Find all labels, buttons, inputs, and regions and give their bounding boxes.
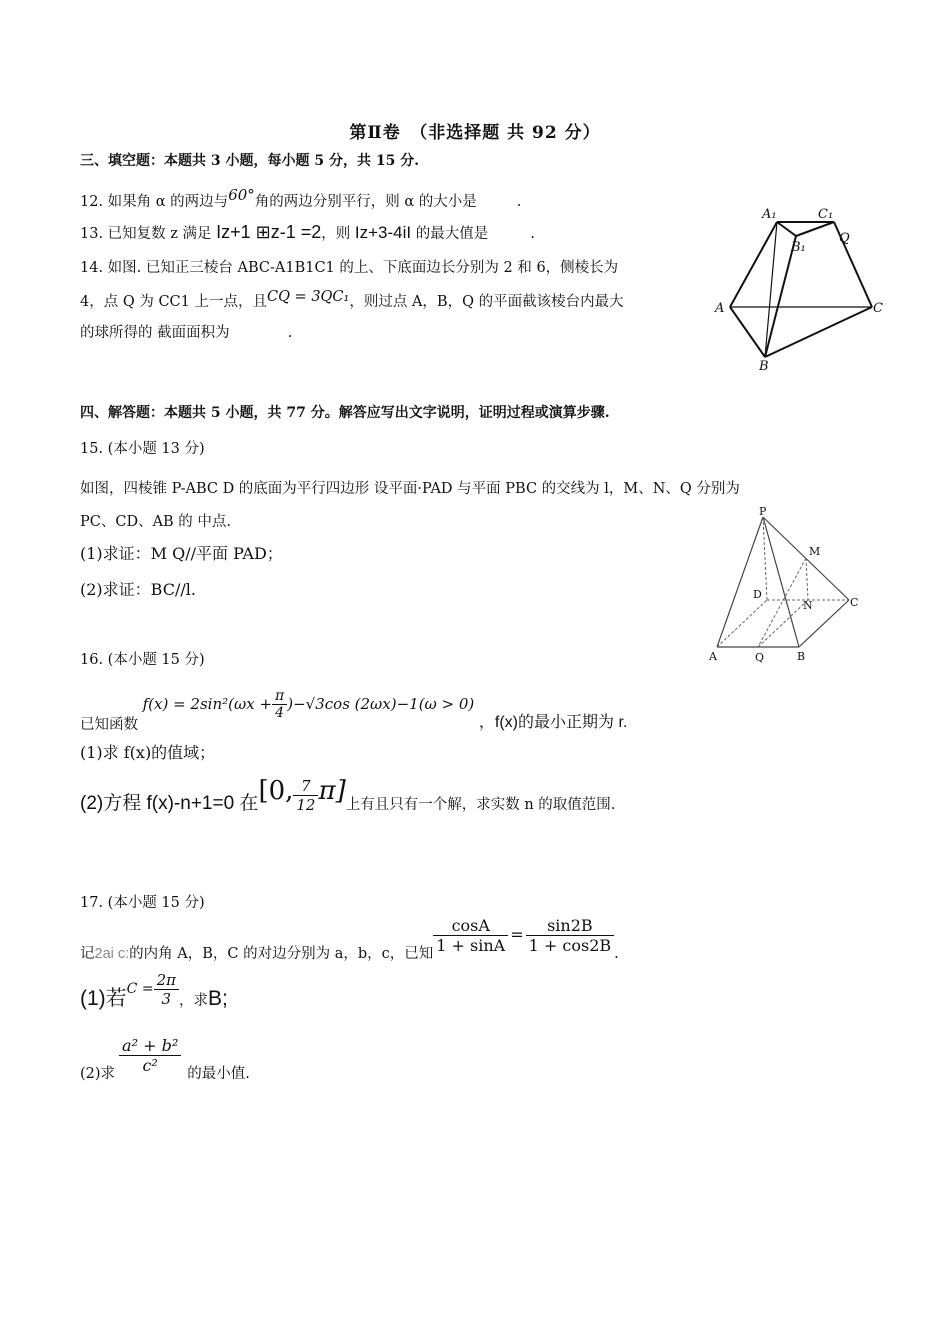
q16-formula-frac bbox=[272, 688, 287, 721]
q16-interval-close: π] bbox=[318, 776, 346, 806]
q12-text-b: 角的两边分别平行，则 α 的大小是 bbox=[254, 194, 477, 210]
q16-part2-a: (2)方程 f(x)-n+1=0 在 bbox=[80, 793, 259, 814]
q16-function-line bbox=[80, 678, 628, 733]
edge-ab bbox=[730, 307, 765, 357]
edge-b1c1 bbox=[796, 222, 834, 236]
q17-part2-b: 的最小值. bbox=[187, 1065, 250, 1082]
q17-intro-line bbox=[80, 916, 619, 962]
label-b1: B₁ bbox=[791, 240, 806, 255]
q17-c-lhs: C = bbox=[126, 981, 154, 997]
q17-part2 bbox=[80, 1036, 250, 1082]
q14-line3 bbox=[80, 321, 292, 342]
q17-p2-num: a² + b² bbox=[119, 1036, 181, 1056]
q17-header: 17. (本小题 15 分) bbox=[80, 895, 205, 911]
q17-p2-den: c² bbox=[142, 1056, 158, 1075]
q14-line3-end: . bbox=[287, 325, 293, 341]
q13-text-c: 的最大值是 bbox=[415, 226, 489, 242]
q17-part1 bbox=[80, 970, 228, 1008]
q17-p2-frac bbox=[119, 1036, 181, 1075]
q17-intro-a: 记 bbox=[80, 945, 95, 962]
label-c1: C₁ bbox=[818, 207, 834, 222]
label-m: M bbox=[809, 545, 821, 558]
q12-end: . bbox=[516, 194, 522, 210]
q14-equation: CQ = 3QC₁ bbox=[266, 289, 350, 305]
q15-part1: (1)求证：M Q//平面 PAD； bbox=[80, 544, 283, 563]
label-a: A bbox=[715, 301, 725, 316]
q14-line3-text: 的球所得的 截面面积为 bbox=[80, 325, 230, 341]
q14-line1: 14. 如图. 已知正三棱台 ABC-A1B1C1 的上、下底面边长分别为 2 和 6，侧棱长为 bbox=[80, 260, 619, 276]
q17-part1-c: B; bbox=[207, 987, 228, 1010]
q16-interval-num: 7 bbox=[293, 777, 318, 796]
q14-line2-b: ，则过点 A，B，Q 的平面截该棱台内最大 bbox=[349, 294, 624, 310]
section4-heading: 四、解答题：本题共 5 小题，共 77 分。解答应写出文字说明，证明过程或演算步骤. bbox=[80, 405, 610, 421]
q16-intro: 已知函数 bbox=[80, 716, 138, 733]
q13-text-a: 13. 已知复数 z 满足 bbox=[80, 226, 212, 242]
q13-end: . bbox=[530, 226, 535, 242]
q14-line2-a: 4，点 Q 为 CC1 上一点，且 bbox=[80, 294, 267, 310]
q17-c-num: 2π bbox=[154, 971, 179, 990]
label-a1: A₁ bbox=[762, 207, 777, 222]
section3-heading: 三、填空题：本题共 3 小题，每小题 5 分，共 15 分. bbox=[80, 153, 420, 169]
q15-header: 15. (本小题 13 分) bbox=[80, 441, 205, 457]
q12-degree: 60° bbox=[228, 186, 255, 204]
q12-text-a: 12. 如果角 α 的两边与 bbox=[80, 194, 229, 210]
edge-bc bbox=[765, 307, 872, 357]
q15-part2: (2)求证：BC//l. bbox=[80, 580, 196, 599]
q13-equation: Iz+1 ⊞z-1 =2 bbox=[216, 222, 322, 242]
q17-intro-b: 的内角 A，B，C 的对边分别为 a，b，c，已知 bbox=[129, 945, 434, 962]
label-q: Q bbox=[755, 651, 765, 664]
q16-part1: (1)求 f(x)的值域； bbox=[80, 743, 216, 762]
label-b: B bbox=[759, 359, 769, 374]
q17-f2-num: sin2B bbox=[526, 916, 615, 936]
q17-c-den: 3 bbox=[161, 989, 172, 1008]
page-title: 第Ⅱ卷 （非选择题 共 92 分） bbox=[349, 123, 601, 143]
line-mn bbox=[806, 558, 808, 600]
label-n: N bbox=[803, 599, 813, 612]
q13-expression: Iz+3-4iI bbox=[354, 223, 412, 242]
line-mq bbox=[758, 558, 806, 647]
label-c: C bbox=[873, 301, 883, 316]
q16-frac-num: π bbox=[272, 688, 287, 705]
question-13 bbox=[80, 222, 535, 243]
q16-frac-den: 4 bbox=[275, 705, 285, 721]
q17-f2-den: 1 + cos2B bbox=[528, 936, 612, 955]
q14-line2 bbox=[80, 290, 624, 311]
q13-text-b: ，则 bbox=[321, 226, 351, 242]
label-c: C bbox=[850, 596, 859, 609]
label-p: P bbox=[759, 505, 767, 518]
edge-pa bbox=[717, 517, 763, 647]
q17-f1-den: 1 + sinA bbox=[436, 936, 506, 955]
label-q: Q bbox=[839, 231, 850, 246]
q15-line1: 如图，四棱锥 P-ABC D 的底面为平行四边形 设平面·PAD 与平面 PBC 的交线为 l，M、N、Q 分别为 bbox=[80, 481, 740, 497]
q17-part1-a: (1)若 bbox=[80, 987, 127, 1010]
q17-intro-gray: 2ai c: bbox=[94, 945, 130, 962]
q17-f1-num: cosA bbox=[433, 916, 508, 936]
q16-formula-b: )−√3cos (2ωx)−1(ω > 0) bbox=[287, 694, 475, 713]
q17-fraction-1 bbox=[433, 916, 508, 955]
pyramid-figure bbox=[705, 505, 865, 665]
frustum-figure bbox=[705, 200, 895, 375]
q17-part1-b: ，求 bbox=[178, 993, 208, 1009]
edge-ad bbox=[717, 600, 767, 647]
q16-interval-frac bbox=[293, 777, 318, 814]
q16-part2-b: 上有且只有一个解，求实数 n 的取值范围. bbox=[345, 797, 616, 813]
q16-interval-open: [0, bbox=[258, 776, 294, 806]
label-a: A bbox=[709, 650, 717, 663]
label-b: B bbox=[797, 650, 806, 663]
q17-fraction-2 bbox=[526, 916, 615, 955]
q17-part2-a: (2)求 bbox=[80, 1065, 116, 1082]
question-12 bbox=[80, 186, 522, 211]
q16-part2 bbox=[80, 776, 615, 814]
q17-equals: = bbox=[510, 924, 524, 944]
q16-interval-den: 12 bbox=[296, 795, 316, 814]
edge-aa1 bbox=[730, 222, 777, 307]
q16-formula-a: f(x) = 2sin²(ωx + bbox=[142, 694, 273, 713]
q15-line2: PC、CD、AB 的 中点. bbox=[80, 514, 232, 530]
q16-header: 16. (本小题 15 分) bbox=[80, 652, 205, 668]
q17-intro-end: . bbox=[614, 945, 619, 962]
q17-c-frac bbox=[154, 971, 179, 1008]
line-qn bbox=[758, 600, 808, 647]
label-d: D bbox=[753, 588, 762, 601]
edge-a1b1 bbox=[777, 222, 796, 236]
q16-tail: ，f(x)的最小正期为 r. bbox=[478, 713, 628, 731]
